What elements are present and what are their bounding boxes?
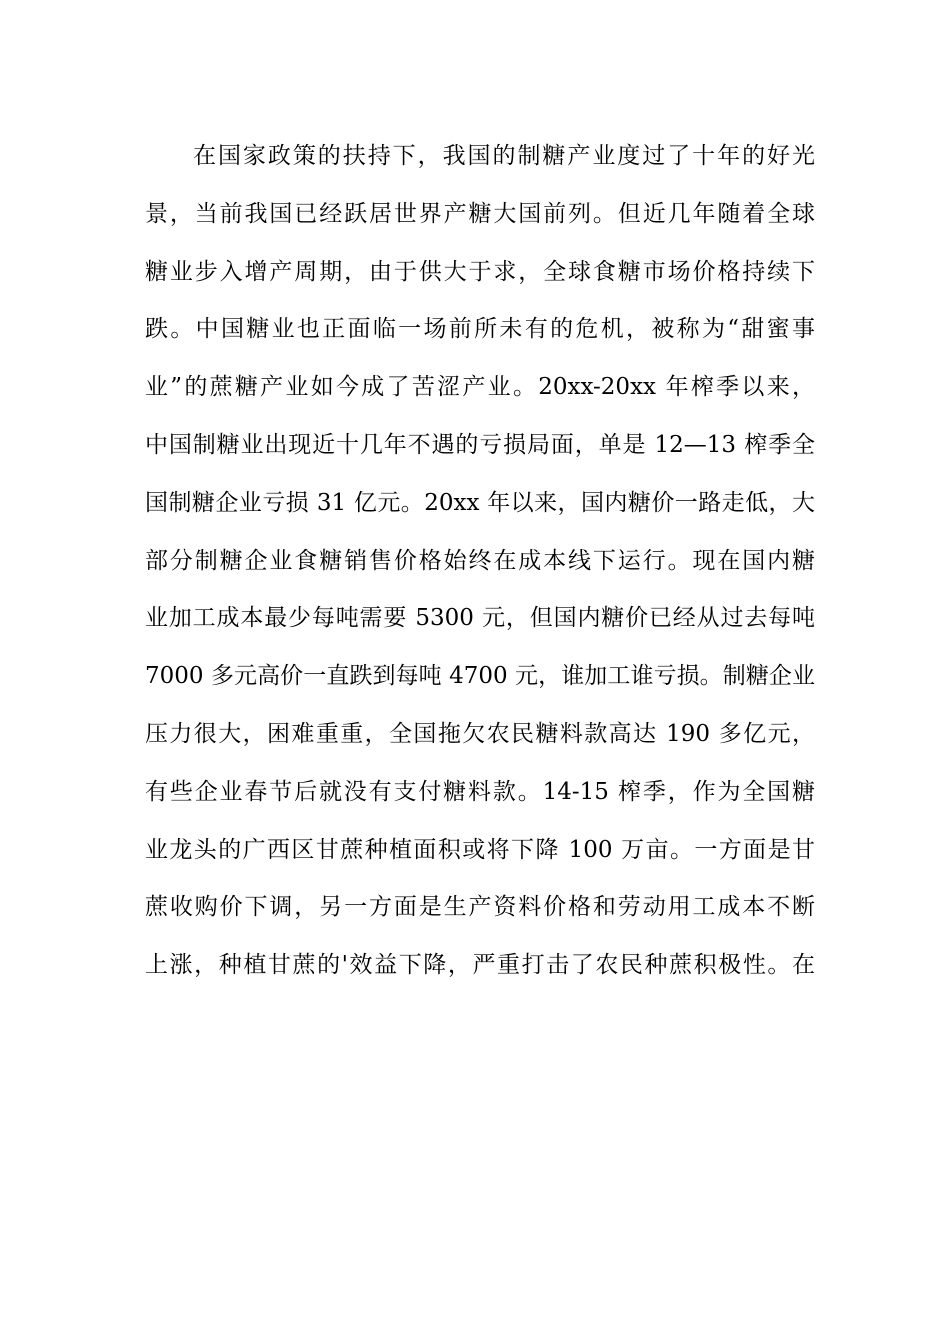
text-line: 压力很大，困难重重，全国拖欠农民糖料款高达 190 多亿元， — [145, 720, 815, 747]
text-line: 糖业步入增产周期，由于供大于求，全球食糖市场价格持续下 — [145, 258, 815, 285]
text-line: 中国制糖业出现近十几年不遇的亏损局面，单是 12—13 榨季全 — [145, 431, 815, 458]
text-line: 业加工成本最少每吨需要 5300 元，但国内糖价已经从过去每吨 — [145, 605, 815, 632]
text-line: 业”的蔗糖产业如今成了苦涩产业。20xx-20xx 年榨季以来， — [145, 374, 815, 401]
text-line: 国制糖企业亏损 31 亿元。20xx 年以来，国内糖价一路走低，大 — [145, 489, 815, 516]
text-line: 在国家政策的扶持下，我国的制糖产业度过了十年的好光 — [193, 143, 815, 169]
text-line: 上涨，种植甘蔗的'效益下降，严重打击了农民种蔗积极性。在 — [145, 952, 815, 979]
text-line: 有些企业春节后就没有支付糖料款。14-15 榨季，作为全国糖 — [145, 778, 815, 805]
text-line: 蔗收购价下调，另一方面是生产资料价格和劳动用工成本不断 — [145, 894, 815, 921]
body-paragraph — [145, 128, 815, 995]
text-line: 部分制糖企业食糖销售价格始终在成本线下运行。现在国内糖 — [145, 547, 815, 574]
text-line: 跌。中国糖业也正面临一场前所未有的危机，被称为“甜蜜事 — [145, 316, 815, 343]
text-line: 7000 多元高价一直跌到每吨 4700 元，谁加工谁亏损。制糖企业 — [145, 663, 815, 690]
text-line: 业龙头的广西区甘蔗种植面积或将下降 100 万亩。一方面是甘 — [145, 836, 815, 863]
text-line: 景，当前我国已经跃居世界产糖大国前列。但近几年随着全球 — [145, 200, 815, 227]
